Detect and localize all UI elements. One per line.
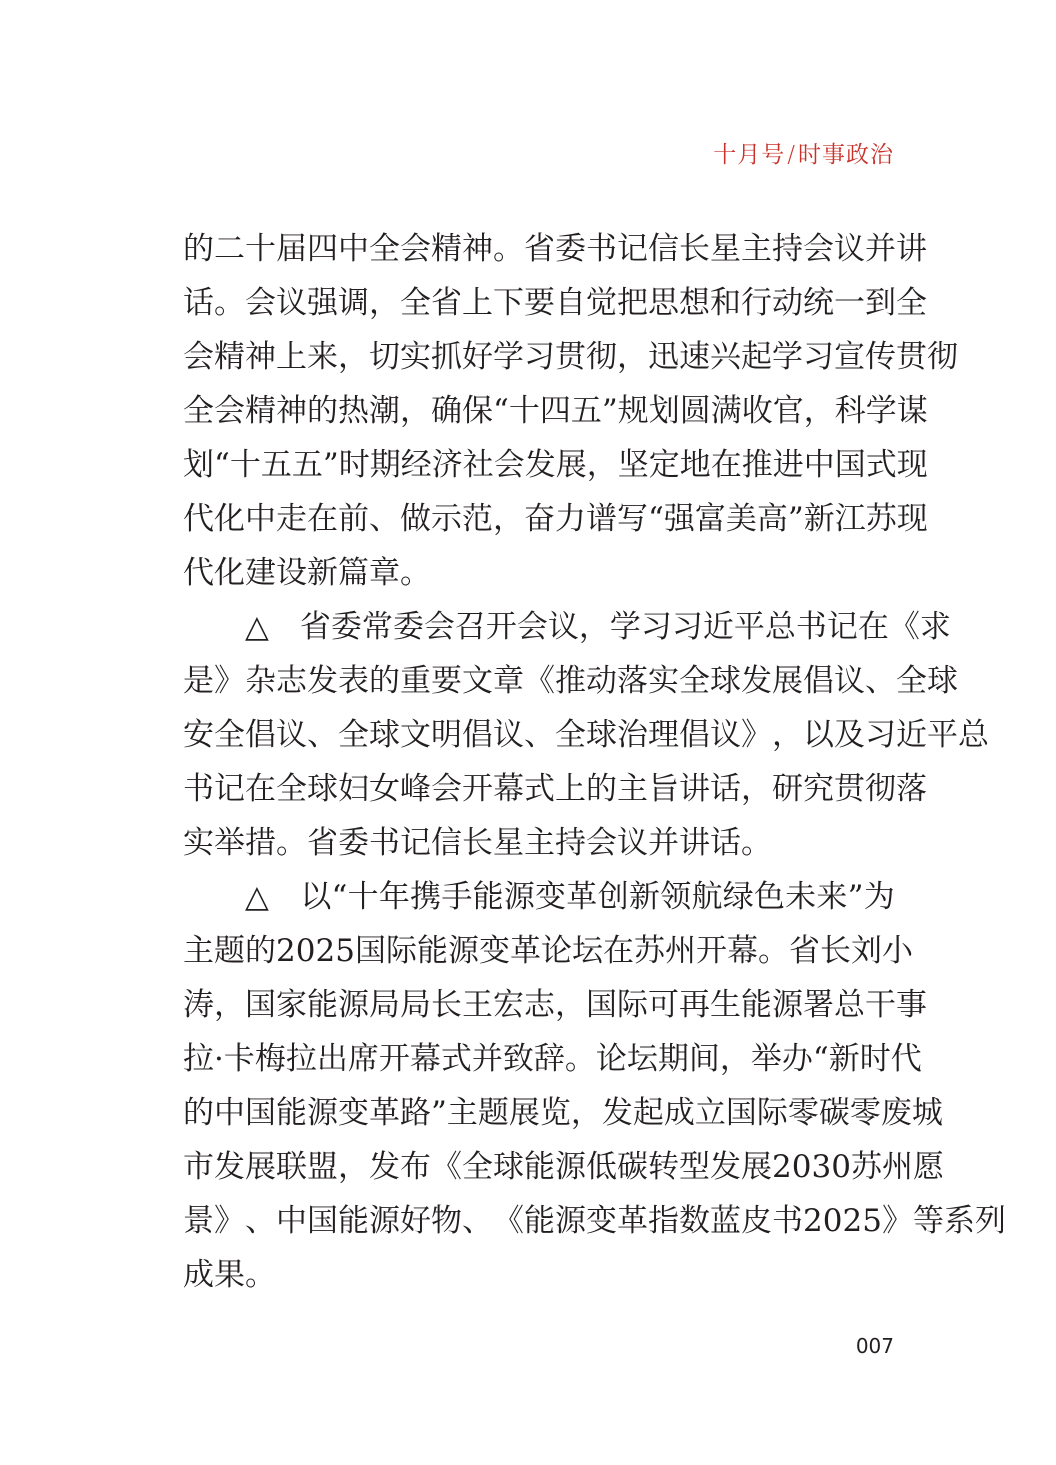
running-header: [713, 136, 894, 169]
text-line: 实举措。省委书记信长星主持会议并讲话。: [183, 825, 772, 861]
text-line: 安 全 倡 议 、 全 球 文 明 倡 议 、 全 球 治 理 倡 议 》 ， 以 及 习 近 平 总: [183, 717, 989, 753]
page-number: 007: [855, 1334, 894, 1358]
text-line: 成果。: [183, 1257, 276, 1293]
issue-label: 十月号: [713, 142, 786, 168]
article-body: [183, 222, 1006, 1302]
text-line: 话 。 会 议 强 调 ， 全 省 上 下 要 自 觉 把 思 想 和 行 动 统 一 到 全: [183, 285, 927, 321]
text-line: 市 发 展 联 盟 ， 发 布 《 全 球 能 源 低 碳 转 型 发 展 2 0 3 0 苏 州 愿: [183, 1149, 944, 1185]
text-line: 涛 ， 国 家 能 源 局 局 长 王 宏 志 ， 国 际 可 再 生 能 源 署 总 干 事: [183, 987, 927, 1023]
text-line: 的 二 十 届 四 中 全 会 精 神 。 省 委 书 记 信 长 星 主 持 会 议 并 讲: [183, 231, 927, 267]
text-line: 代 化 中 走 在 前 、 做 示 范 ， 奋 力 谱 写 “ 强 富 美 高 ” 新 江 苏 现: [183, 501, 928, 537]
text-line: 的 中 国 能 源 变 革 路 ” 主 题 展 览 ， 发 起 成 立 国 际 零 碳 零 废 城: [183, 1095, 943, 1131]
section-label: 时事政治: [798, 142, 894, 168]
text-line: 书 记 在 全 球 妇 女 峰 会 开 幕 式 上 的 主 旨 讲 话 ， 研 究 贯 彻 落: [183, 771, 927, 807]
text-line: 主 题 的 2 0 2 5 国 际 能 源 变 革 论 坛 在 苏 州 开 幕 。 省 长 刘 小: [183, 933, 913, 969]
text-line: 会 精 神 上 来 ， 切 实 抓 好 学 习 贯 彻 ， 迅 速 兴 起 学 习 宣 传 贯 彻: [183, 339, 958, 375]
text-line: 是 》 杂 志 发 表 的 重 要 文 章 《 推 动 落 实 全 球 发 展 倡 议 、 全 球: [183, 663, 958, 699]
text-line: 代化建设新篇章。: [183, 555, 431, 591]
text-line: 全 会 精 神 的 热 潮 ， 确 保 “ 十 四 五 ” 规 划 圆 满 收 官 ， 科 学 谋: [183, 393, 928, 429]
text-line: 拉 · 卡 梅 拉 出 席 开 幕 式 并 致 辞 。 论 坛 期 间 ， 举 办 “ 新 时 代: [183, 1041, 922, 1077]
header-separator: /: [787, 142, 796, 168]
text-line: △ 省 委 常 委 会 召 开 会 议 ， 学 习 习 近 平 总 书 记 在 《 求: [245, 609, 951, 645]
text-line: 划 “ 十 五 五 ” 时 期 经 济 社 会 发 展 ， 坚 定 地 在 推 进 中 国 式 现: [183, 447, 928, 483]
text-line: △ 以 “ 十 年 携 手 能 源 变 革 创 新 领 航 绿 色 未 来 ” 为: [245, 879, 895, 915]
text-line: 景 》 、 中 国 能 源 好 物 、 《 能 源 变 革 指 数 蓝 皮 书 2 0 2 5 》 等 系 列: [183, 1203, 1006, 1239]
